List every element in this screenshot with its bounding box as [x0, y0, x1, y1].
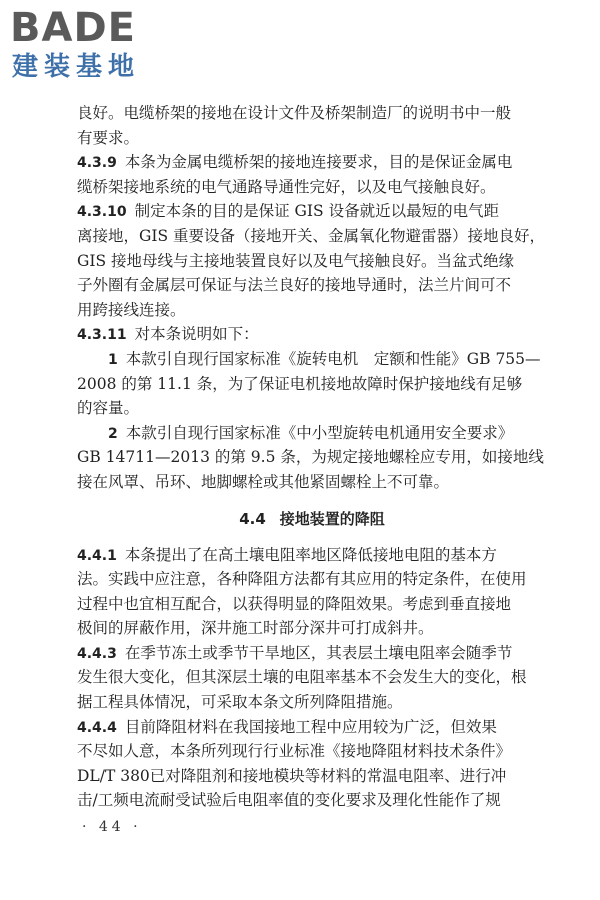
clause-4-4-4	[77, 715, 547, 740]
text-line: 有要求。	[77, 128, 140, 147]
section-heading	[77, 499, 547, 539]
text-line: 接在风罩、吊环、地脚螺栓或其他紧固螺栓上不可靠。	[77, 472, 450, 491]
page-body	[77, 101, 547, 813]
text-line: 良好。电缆桥架的接地在设计文件及桥架制造厂的说明书中一般	[77, 104, 512, 122]
clause-number: 4.3.9	[77, 155, 117, 172]
text-line: 子外圈有金属层可保证与法兰良好的接地导通时，法兰片间可不	[77, 276, 512, 295]
clause-text: 本条提出了在高土壤电阻率地区降低接地电阻的基本方	[124, 545, 497, 564]
text-line: 2008 的第 11.1 条，为了保证电机接地故障时保护接地线有足够	[77, 374, 523, 393]
clause-number: 4.3.11	[77, 327, 127, 344]
clause-text: 对本条说明如下：	[134, 325, 259, 344]
item-text: 本款引自现行国家标准《中小型旋转电机通用安全要求》	[125, 423, 514, 442]
text-line: 据工程具体情况，可采取本条文所列降阻措施。	[77, 693, 403, 712]
clause-4-4-1	[77, 543, 547, 568]
section-title: 接地装置的降阻	[279, 509, 385, 528]
text-line: 击/工频电流耐受试验后电阻率值的变化要求及理化性能作了规	[77, 791, 501, 810]
clause-4-3-9	[77, 150, 547, 175]
item-number: 1	[108, 351, 118, 368]
clause-4-4-3	[77, 641, 547, 666]
text-line: 的容量。	[77, 399, 140, 418]
clause-text: 本条为金属电缆桥架的接地连接要求，目的是保证金属电	[124, 153, 513, 172]
text-line: GB 14711—2013 的第 9.5 条，为规定接地螺栓应专用，如接地线	[77, 448, 544, 467]
item-number: 2	[108, 425, 118, 442]
text-line: DL/T 380已对降阻剂和接地模块等材料的常温电阻率、进行冲	[77, 766, 507, 785]
text-line: 用跨接线连接。	[77, 300, 186, 319]
logo-subtitle: 建装基地	[12, 52, 141, 82]
clause-number: 4.4.3	[77, 645, 117, 662]
clause-text: 目前降阻材料在我国接地工程中应用较为广泛，但效果	[124, 717, 497, 736]
text-line: 法。实践中应注意，各种降阻方法都有其应用的特定条件，在使用	[77, 570, 527, 589]
clause-number: 4.3.10	[77, 204, 127, 221]
text-line: 不尽如人意，本条所列现行行业标准《接地降阻材料技术条件》	[77, 742, 512, 761]
text-line: 缆桥架接地系统的电气通路导通性完好，以及电气接触良好。	[77, 177, 496, 196]
text-line: 过程中也宜相互配合，以获得明显的降阻效果。考虑到垂直接地	[77, 594, 512, 613]
text-line: 离接地，GIS 重要设备（接地开关、金属氧化物避雷器）接地良好，	[77, 226, 546, 245]
clause-number: 4.4.4	[77, 719, 117, 736]
text-line: 发生很大变化，但其深层土壤的电阻率基本不会发生大的变化，根	[77, 668, 527, 687]
page-number: · 44 ·	[82, 819, 142, 835]
item-2	[77, 421, 547, 446]
clause-number: 4.4.1	[77, 547, 117, 564]
section-number: 4.4	[239, 509, 266, 528]
logo-wordmark: BADE	[10, 5, 136, 51]
item-text: 本款引自现行国家标准《旋转电机 定额和性能》GB 755—	[125, 349, 541, 368]
text-line: 极间的屏蔽作用，深井施工时部分深井可打成斜井。	[77, 619, 434, 638]
text-line: GIS 接地母线与主接地装置良好以及电气接触良好。当盆式绝缘	[77, 251, 515, 270]
clause-text: 制定本条的目的是保证 GIS 设备就近以最短的电气距	[134, 202, 500, 221]
clause-text: 在季节冻土或季节干旱地区，其表层土壤电阻率会随季节	[124, 643, 513, 662]
logo	[10, 6, 180, 86]
clause-4-3-10	[77, 199, 547, 224]
item-1	[77, 347, 547, 372]
clause-4-3-11	[77, 322, 547, 347]
